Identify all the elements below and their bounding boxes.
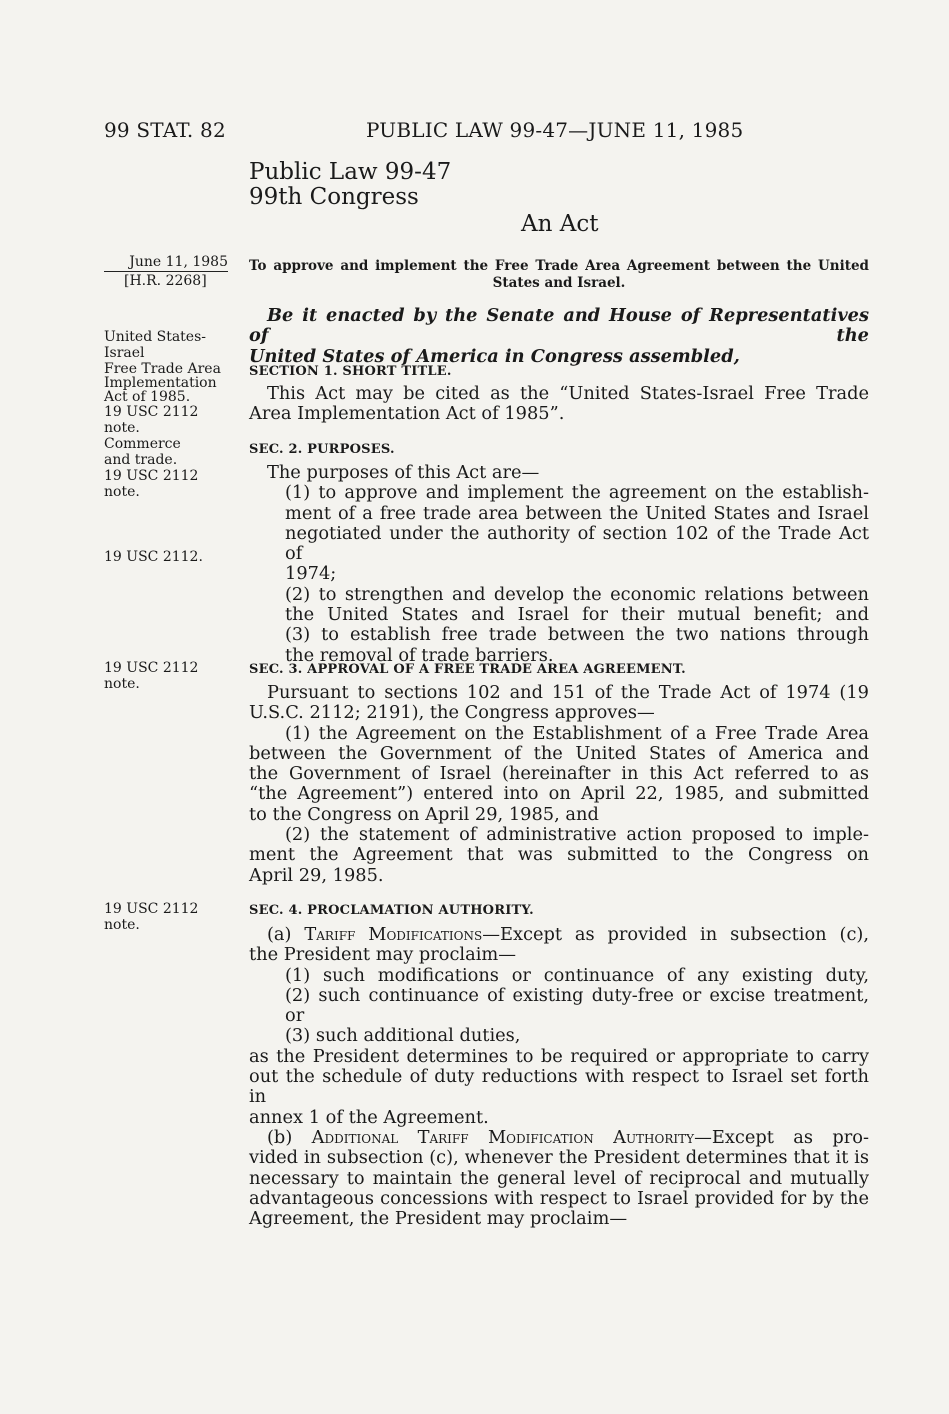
body-line: the United States and Israel for their mutual benefit; and [285, 604, 869, 626]
body-line: ment the Agreement that was submitted to the Congress on [249, 844, 869, 866]
body-line: Pursuant to sections 102 and 151 of the Trade Act of 1974 (19 [267, 682, 869, 703]
body-line: (1) such modifications or continuance of any existing duty, [285, 964, 869, 986]
body-line: This Act may be cited as the “United States-Israel Free Trade [267, 383, 869, 404]
body-line: the Government of Israel (hereinafter in this Act referred to as [249, 763, 869, 785]
body-line: Area Implementation Act of 1985”. [249, 403, 565, 425]
enacting-line: United States of America in Congress assembled, [249, 345, 740, 367]
margin-usc-note: 19 USC 2112 [104, 468, 199, 484]
body-line: U.S.C. 2112; 2191), the Congress approves— [249, 702, 655, 724]
body-line: (2) such continuance of existing duty-free or excise treatment, [285, 984, 869, 1006]
margin-date: June 11, 1985 [104, 254, 228, 272]
margin-usc-note: 19 USC 2112 [104, 404, 199, 420]
margin-subject: Commerce [104, 436, 181, 452]
body-line: The purposes of this Act are— [267, 462, 540, 483]
section-2-body [249, 463, 869, 666]
body-line: Agreement, the President may proclaim— [249, 1208, 628, 1230]
body-text: —Except as provided in subsection (c), [482, 924, 870, 945]
body-line: (1) the Agreement on the Establishment of a Free Trade Area [285, 722, 869, 744]
body-line: advantageous concessions with respect to Israel provided for by the [249, 1187, 869, 1209]
congress-number: 99th Congress [249, 184, 419, 210]
body-line: (3) to establish free trade between the two nations through [285, 624, 869, 646]
section-2-heading: SEC. 2. PURPOSES. [249, 442, 395, 457]
section-3-body [249, 683, 869, 886]
body-line: out the schedule of duty reductions with respect to Israel set forth in [249, 1066, 869, 1108]
body-line: April 29, 1985. [249, 864, 384, 886]
description-line: To approve and implement the Free Trade Area Agreement between the United [249, 258, 869, 274]
body-line: or [285, 1005, 305, 1027]
body-line: “the Agreement”) entered into on April 22, 1985, and submitted [249, 783, 869, 805]
body-line: (3) such additional duties, [285, 1025, 521, 1047]
enacting-line: Be it enacted by the Senate and House of Representatives of the [249, 305, 869, 347]
act-description [249, 258, 869, 292]
section-4-body [249, 925, 869, 1229]
margin-usc-note: note. [104, 676, 140, 692]
margin-usc-note: note. [104, 484, 140, 500]
subsection-label: (a) [267, 924, 292, 945]
body-line: to the Congress on April 29, 1985, and [249, 803, 599, 825]
body-line: ment of a free trade area between the United States and Israel [285, 502, 869, 524]
body-line: (1) to approve and implement the agreement on the establish- [285, 482, 869, 504]
margin-usc-note: 19 USC 2112 [104, 660, 199, 676]
body-line: negotiated under the authority of section 102 of the Trade Act of [285, 522, 869, 565]
margin-line: Act of 1985. [104, 389, 191, 405]
body-line: (2) the statement of administrative action proposed to imple- [285, 824, 869, 846]
margin-line: Israel [104, 345, 145, 361]
body-line [249, 1128, 869, 1148]
body-line: annex 1 of the Agreement. [249, 1106, 489, 1128]
body-line: vided in subsection (c), whenever the President determines that it is [249, 1147, 869, 1169]
body-line: between the Government of the United States of America and [249, 742, 869, 764]
margin-note-sec3 [104, 660, 239, 692]
margin-usc-note: note. [104, 420, 140, 436]
enacting-clause [249, 306, 869, 367]
body-line: the removal of trade barriers. [285, 644, 554, 666]
margin-line: Implementation [104, 375, 217, 391]
section-1-body [249, 384, 869, 425]
margin-subject: and trade. [104, 452, 178, 468]
law-title-block [249, 160, 451, 210]
description-line: States and Israel. [492, 275, 626, 291]
body-line: the President may proclaim— [249, 944, 517, 966]
margin-line: Free Trade Area [104, 361, 221, 377]
margin-usc-note: 19 USC 2112 [104, 901, 199, 917]
section-1-heading: SECTION 1. SHORT TITLE. [249, 364, 452, 379]
body-line: as the President determines to be required or appropriate to carry [249, 1045, 869, 1067]
body-line: necessary to maintain the general level of reciprocal and mutually [249, 1167, 869, 1189]
page-reference: 99 STAT. 82 [104, 118, 226, 142]
act-title: An Act [521, 211, 599, 237]
body-line: (2) to strengthen and develop the economic relations between [285, 583, 869, 605]
margin-date-block [104, 254, 239, 289]
margin-line: United States- [104, 329, 207, 345]
margin-note-sec2: 19 USC 2112. [104, 549, 203, 565]
section-3-heading: SEC. 3. APPROVAL OF A FREE TRADE AREA AGREEMENT. [249, 662, 686, 677]
body-line: 1974; [285, 563, 337, 585]
law-number: Public Law 99-47 [249, 159, 452, 185]
margin-short-title [104, 329, 239, 500]
subsection-label: (b) [267, 1126, 293, 1148]
subsection-heading: Tariff Modifications [304, 924, 483, 945]
margin-bill: [H.R. 2268] [124, 273, 207, 289]
subsection-heading: Additional Tariff Modification Authority [311, 1126, 695, 1148]
body-text: —Except as pro- [694, 1126, 869, 1148]
margin-usc-note: note. [104, 917, 140, 933]
margin-note-sec4 [104, 901, 239, 933]
running-head-title: PUBLIC LAW 99-47—JUNE 11, 1985 [366, 118, 744, 142]
section-4-heading: SEC. 4. PROCLAMATION AUTHORITY. [249, 903, 534, 918]
body-line [249, 925, 869, 945]
